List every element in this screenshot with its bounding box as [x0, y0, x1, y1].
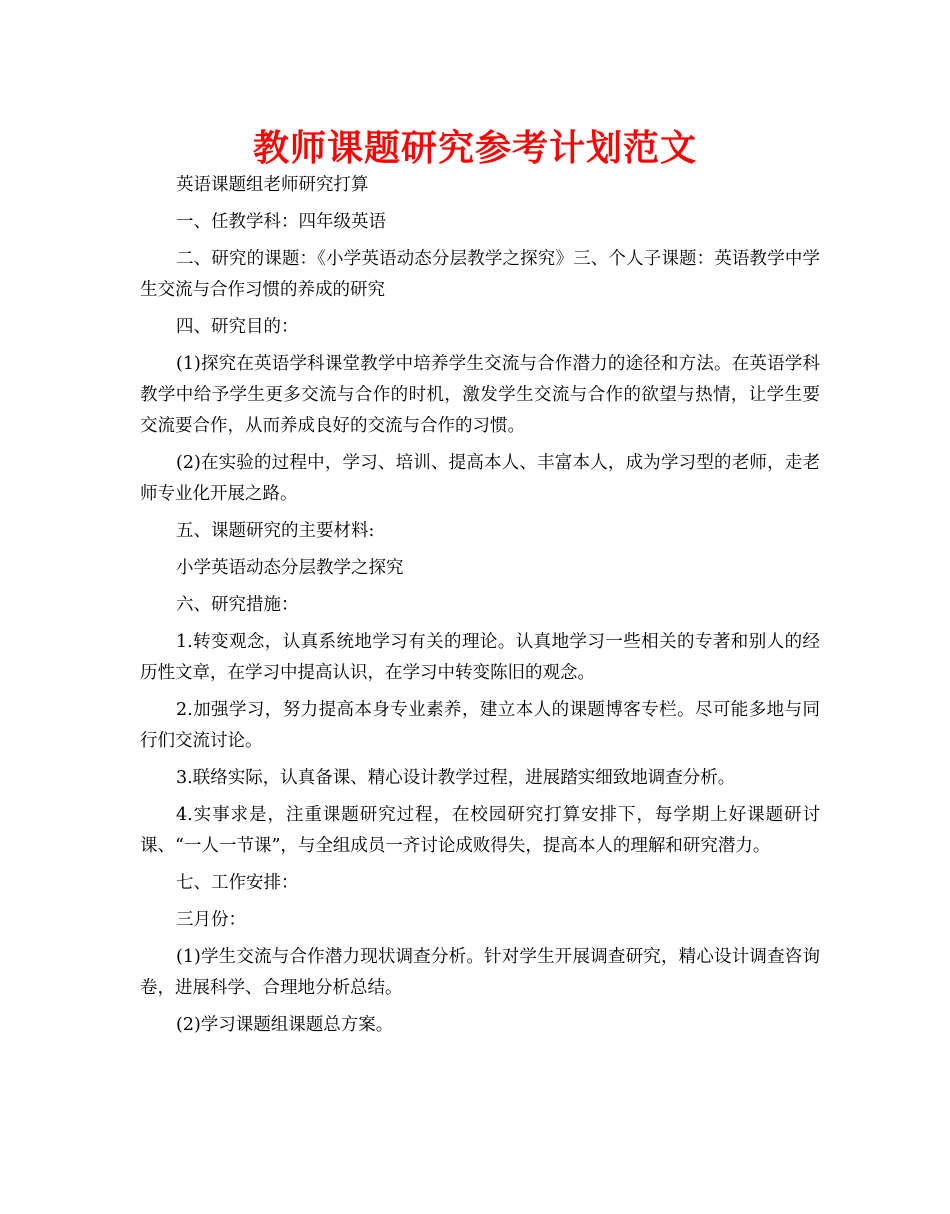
- paragraph-measure-3: 3.联络实际，认真备课、精心设计教学过程，进展踏实细致地调查分析。: [176, 768, 736, 788]
- document-title: 教师课题研究参考计划范文: [252, 128, 697, 169]
- paragraph-march: 三月份：: [176, 910, 246, 930]
- paragraph-measures-heading: 六、研究措施：: [176, 595, 299, 615]
- paragraph-measure-4: 4.实事求是，注重课题研究过程，在校园研究打算安排下，每学期上好课题研讨课、“一人一节课”，与全组成员一齐讨论成败得失，提高本人的理解和研究潜力。: [140, 805, 820, 856]
- paragraph-purpose-2: (2)在实验的过程中，学习、培训、提高本人、丰富本人，成为学习型的老师，走老师专业化开展之路。: [140, 453, 820, 504]
- document-body: [140, 170, 820, 1047]
- paragraph-materials-heading: 五、课题研究的主要材料:: [176, 521, 375, 541]
- paragraph-march-1: (1)学生交流与合作潜力现状调查分析。针对学生开展调查研究，精心设计调查咨询卷，进展科学、合理地分析总结。: [140, 947, 820, 998]
- paragraph-measure-1: 1.转变观念，认真系统地学习有关的理论。认真地学习一些相关的专著和别人的经历性文章，在学习中提高认识，在学习中转变陈旧的观念。: [140, 632, 820, 683]
- paragraph-purpose-heading: 四、研究目的：: [176, 317, 299, 337]
- paragraph-schedule-heading: 七、工作安排：: [176, 873, 299, 893]
- paragraph-subject: 一、任教学科：四年级英语: [176, 212, 386, 232]
- paragraph-purpose-1: (1)探究在英语学科课堂教学中培养学生交流与合作潜力的途径和方法。在英语学科教学中给予学生更多交流与合作的时机，激发学生交流与合作的欲望与热情，让学生要交流要合作，从而养成良好的交流与合作的习惯。: [140, 354, 820, 436]
- paragraph-plan-heading: 英语课题组老师研究打算: [176, 175, 369, 195]
- paragraph-research-topic: 二、研究的课题：《小学英语动态分层教学之探究》三、个人子课题：英语教学中学生交流与合作习惯的养成的研究: [140, 249, 820, 300]
- paragraph-march-2: (2)学习课题组课题总方案。: [176, 1015, 394, 1035]
- paragraph-measure-2: 2.加强学习，努力提高本身专业素养，建立本人的课题博客专栏。尽可能多地与同行们交流讨论。: [140, 700, 820, 751]
- paragraph-materials: 小学英语动态分层教学之探究: [176, 558, 404, 578]
